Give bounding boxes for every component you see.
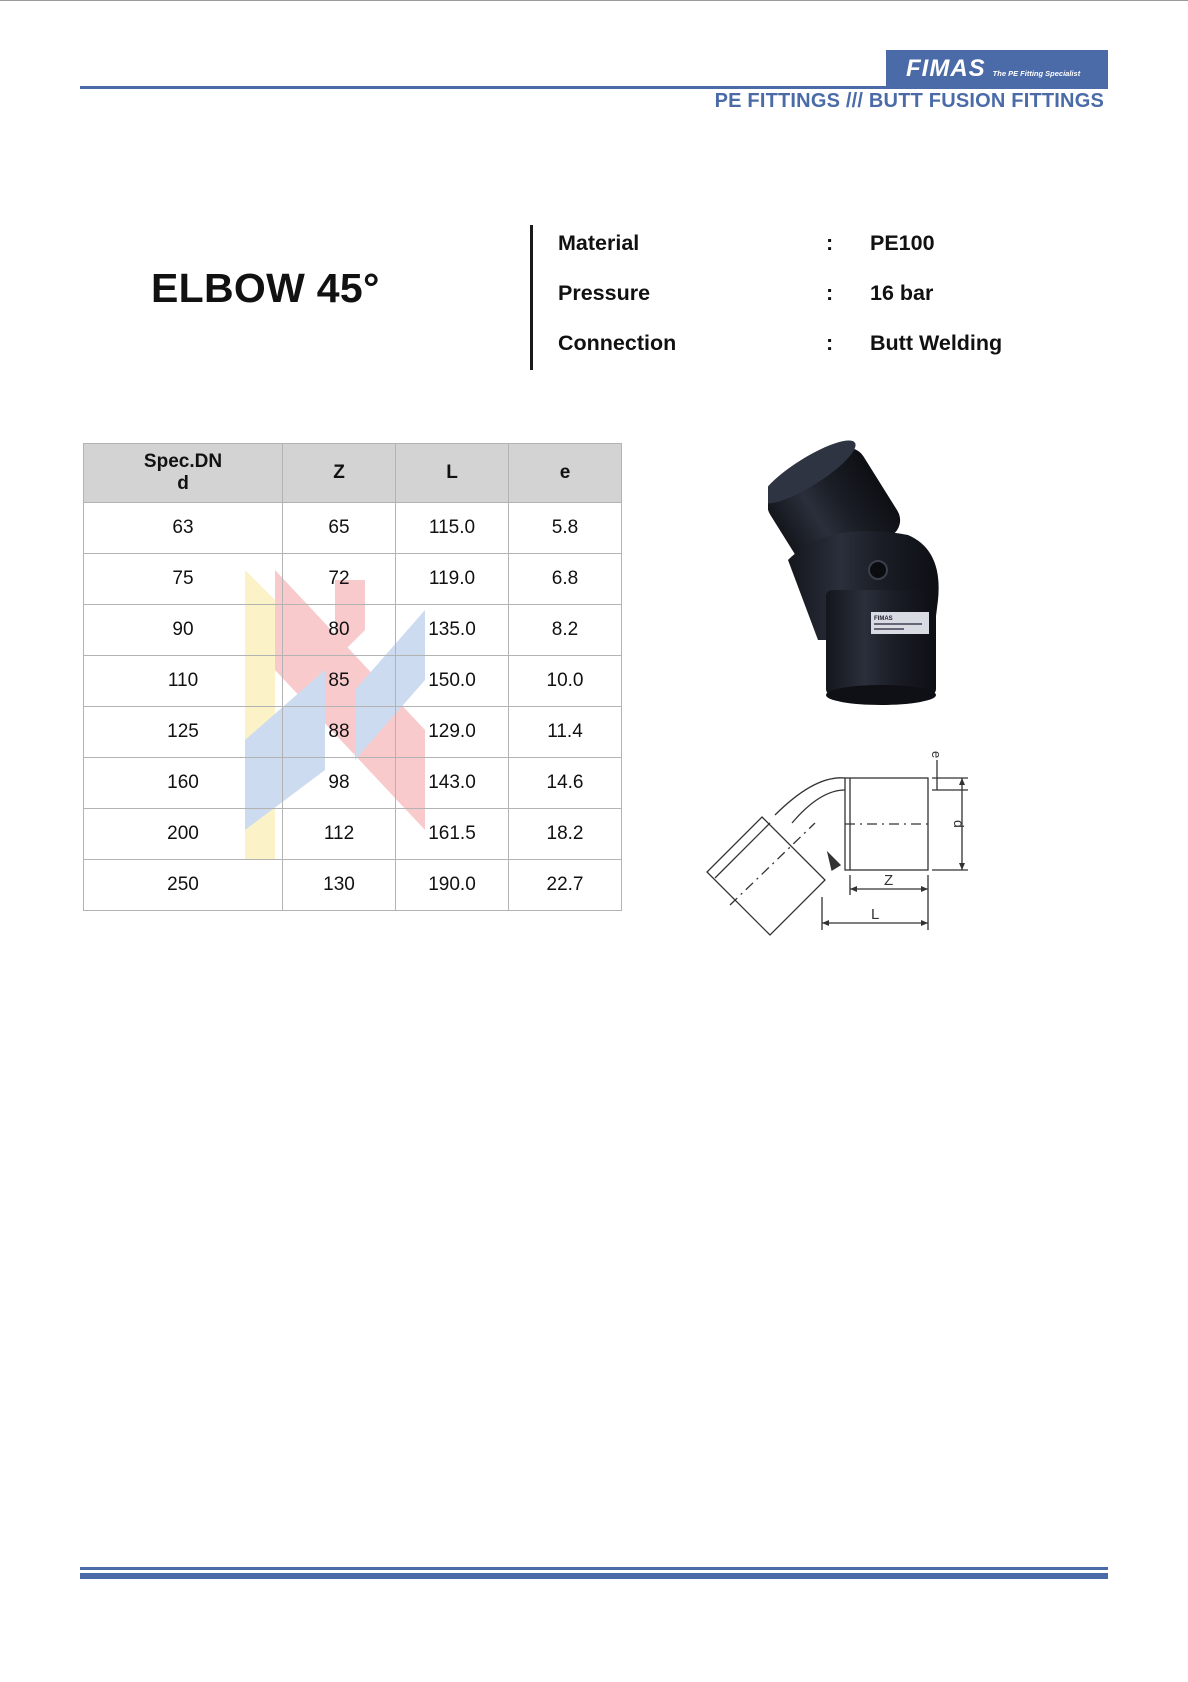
table-row xyxy=(84,605,622,656)
header-dn-label: Spec.DN xyxy=(143,451,223,472)
cell-dn: 125 xyxy=(84,707,283,758)
spec-colon: : xyxy=(826,231,834,255)
cell-e: 11.4 xyxy=(509,707,622,758)
footer-rule-thin xyxy=(80,1567,1108,1570)
footer-rule-thick xyxy=(80,1573,1108,1579)
spec-row-pressure xyxy=(558,281,1018,311)
spec-value: 16 bar xyxy=(870,281,934,305)
brand-logo xyxy=(886,50,1108,88)
brand-tagline: The PE Fitting Specialist xyxy=(992,69,1081,78)
cell-z: 130 xyxy=(283,860,396,911)
spec-label: Pressure xyxy=(558,281,651,305)
cell-e: 8.2 xyxy=(509,605,622,656)
cell-dn: 160 xyxy=(84,758,283,809)
cell-e: 22.7 xyxy=(509,860,622,911)
cell-l: 143.0 xyxy=(396,758,509,809)
table-row xyxy=(84,860,622,911)
cell-e: 10.0 xyxy=(509,656,622,707)
photo-label-text: FIMAS xyxy=(874,616,893,622)
cell-z: 88 xyxy=(283,707,396,758)
cell-z: 112 xyxy=(283,809,396,860)
spec-label: Connection xyxy=(558,331,677,355)
product-photo xyxy=(768,440,968,710)
table-row xyxy=(84,758,622,809)
cell-z: 80 xyxy=(283,605,396,656)
cell-e: 14.6 xyxy=(509,758,622,809)
dim-z-label: Z xyxy=(884,872,894,889)
top-rule xyxy=(0,0,1188,1)
table-row xyxy=(84,503,622,554)
dim-e-label: e xyxy=(929,751,944,759)
dim-d-label: d xyxy=(951,820,967,828)
header-d-label: d xyxy=(177,473,189,494)
technical-drawing xyxy=(700,745,990,940)
cell-l: 150.0 xyxy=(396,656,509,707)
spec-value: PE100 xyxy=(870,231,935,255)
section-subtitle: PE FITTINGS /// BUTT FUSION FITTINGS xyxy=(714,90,1104,112)
cell-dn: 250 xyxy=(84,860,283,911)
cell-dn: 110 xyxy=(84,656,283,707)
table-header-row xyxy=(84,444,622,503)
table-row xyxy=(84,809,622,860)
spec-row-connection xyxy=(558,331,1018,361)
spec-colon: : xyxy=(826,331,834,355)
cell-dn: 63 xyxy=(84,503,283,554)
spec-row-material xyxy=(558,231,1018,261)
cell-z: 65 xyxy=(283,503,396,554)
cell-l: 115.0 xyxy=(396,503,509,554)
spec-divider xyxy=(530,225,533,370)
column-header-e: e xyxy=(509,444,622,503)
cell-e: 5.8 xyxy=(509,503,622,554)
header-rule xyxy=(80,86,1108,89)
cell-e: 18.2 xyxy=(509,809,622,860)
table-row xyxy=(84,707,622,758)
cell-l: 129.0 xyxy=(396,707,509,758)
brand-name: FIMAS xyxy=(906,55,986,82)
column-header-l: L xyxy=(396,444,509,503)
cell-dn: 75 xyxy=(84,554,283,605)
cell-dn: 90 xyxy=(84,605,283,656)
dimension-table xyxy=(83,443,622,911)
cell-dn: 200 xyxy=(84,809,283,860)
cell-z: 85 xyxy=(283,656,396,707)
spec-label: Material xyxy=(558,231,640,255)
column-header-z: Z xyxy=(283,444,396,503)
table-row xyxy=(84,656,622,707)
table-row xyxy=(84,554,622,605)
column-header-dn xyxy=(84,444,283,503)
cell-z: 72 xyxy=(283,554,396,605)
cell-l: 161.5 xyxy=(396,809,509,860)
cell-e: 6.8 xyxy=(509,554,622,605)
spec-colon: : xyxy=(826,281,834,305)
product-title: ELBOW 45° xyxy=(151,265,380,311)
dim-l-label: L xyxy=(871,906,880,923)
cell-l: 135.0 xyxy=(396,605,509,656)
spec-value: Butt Welding xyxy=(870,331,1003,355)
cell-l: 190.0 xyxy=(396,860,509,911)
cell-z: 98 xyxy=(283,758,396,809)
cell-l: 119.0 xyxy=(396,554,509,605)
